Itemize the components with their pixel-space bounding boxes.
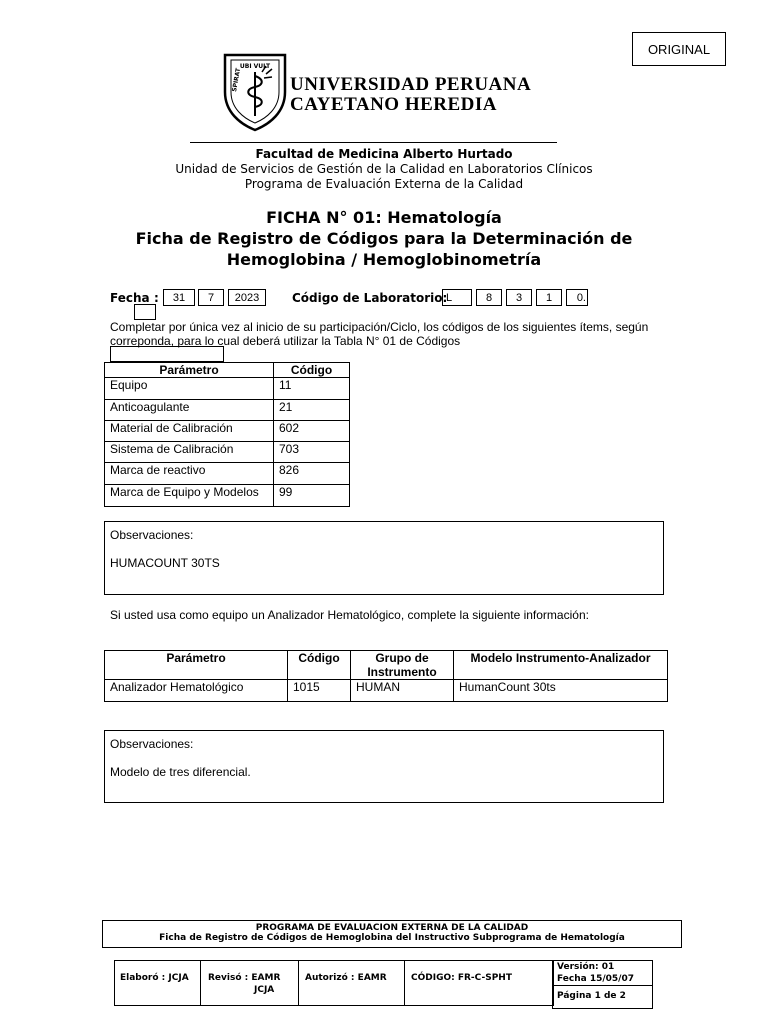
lab-code-cell[interactable]: L <box>442 289 472 306</box>
table-cell: Marca de reactivo <box>105 463 274 485</box>
divider <box>298 960 299 1006</box>
table-header: Código <box>288 651 351 680</box>
program-name: Programa de Evaluación Externa de la Calidad <box>244 177 524 191</box>
table-cell[interactable]: HumanCount 30ts <box>454 680 668 702</box>
codes-table <box>104 362 350 507</box>
divider <box>404 960 405 1006</box>
footer-codigo: CÓDIGO: FR-C-SPHT <box>411 973 512 983</box>
table-header: Grupo de Instrumento <box>351 651 454 680</box>
footer-signatures-box <box>114 960 554 1006</box>
table-row <box>105 421 350 442</box>
table-row <box>105 400 350 421</box>
observations-label: Observaciones: <box>110 737 194 751</box>
footer-fecha: Fecha 15/05/07 <box>557 974 634 984</box>
university-shield-logo <box>222 52 288 132</box>
table-cell: Material de Calibración <box>105 421 274 442</box>
unit-name: Unidad de Servicios de Gestión de la Calidad en Laboratorios Clínicos <box>175 162 593 176</box>
observations-text: Modelo de tres diferencial. <box>110 765 251 779</box>
divider <box>200 960 201 1006</box>
form-subtitle-line2: Hemoglobina / Hemoglobinometría <box>226 250 542 269</box>
table-cell: Anticoagulante <box>105 400 274 421</box>
lab-code-cell[interactable]: 1 <box>536 289 562 306</box>
table-cell: Analizador Hematológico <box>105 680 288 702</box>
footer-program: PROGRAMA DE EVALUACION EXTERNA DE LA CALIDAD <box>255 923 529 933</box>
table-cell[interactable]: 826 <box>274 463 350 485</box>
table-cell[interactable]: 99 <box>274 485 350 507</box>
table-cell[interactable]: 602 <box>274 421 350 442</box>
table-row <box>105 442 350 463</box>
table-row <box>105 463 350 485</box>
divider <box>552 985 653 986</box>
table-cell[interactable]: HUMAN <box>351 680 454 702</box>
form-title: FICHA N° 01: Hematología <box>266 208 502 227</box>
analyzer-table <box>104 650 668 702</box>
table-cell: Sistema de Calibración <box>105 442 274 463</box>
footer-reviso: Revisó : EAMR <box>208 973 281 983</box>
observations-text: HUMACOUNT 30TS <box>110 556 220 570</box>
table-header: Parámetro <box>105 651 288 680</box>
analyzer-prompt: Si usted usa como equipo un Analizador Hematológico, complete la siguiente información: <box>110 608 589 622</box>
fecha-colon: : <box>154 291 159 305</box>
original-badge: ORIGINAL <box>632 32 726 66</box>
lab-code-label: Código de Laboratorio: <box>292 291 448 305</box>
observations-box[interactable] <box>104 730 664 803</box>
footer-version: Versión: 01 <box>557 962 615 972</box>
fecha-label: Fecha <box>110 291 150 305</box>
footer-autorizo: Autorizó : EAMR <box>305 973 387 983</box>
table-cell[interactable]: 11 <box>274 378 350 400</box>
footer-pagina: Página 1 de 2 <box>557 991 626 1001</box>
observations-box[interactable] <box>104 521 664 595</box>
fecha-year-field[interactable]: 2023 <box>228 289 266 306</box>
table-cell[interactable]: 21 <box>274 400 350 421</box>
table-row <box>105 378 350 400</box>
table-row <box>105 485 350 507</box>
svg-text:SPIRAT: SPIRAT <box>231 67 243 93</box>
table-cell: Marca de Equipo y Modelos <box>105 485 274 507</box>
footer-program-box <box>102 920 682 948</box>
instructions-text: Completar por única vez al inicio de su participación/Ciclo, los códigos de los siguientes ítems, según correponda, para lo cual deberá utilizar la Tabla N° 01 de Códigos <box>110 320 649 348</box>
footer-reviso-2: JCJA <box>254 985 275 995</box>
table-cell: Equipo <box>105 378 274 400</box>
table-header: Parámetro <box>105 363 274 378</box>
lab-code-cell[interactable]: 3 <box>506 289 532 306</box>
university-name-line2: CAYETANO HEREDIA <box>290 94 498 115</box>
table-cell[interactable]: 703 <box>274 442 350 463</box>
table-row <box>105 680 668 702</box>
footer-elaboro: Elaboró : JCJA <box>120 973 189 983</box>
fecha-month-field[interactable]: 7 <box>198 289 224 306</box>
empty-field[interactable] <box>110 346 224 362</box>
university-name-line1: UNIVERSIDAD PERUANA <box>290 74 532 95</box>
table-header: Modelo Instrumento-Analizador <box>454 651 668 680</box>
table-header: Código <box>274 363 350 378</box>
lab-code-cell[interactable]: 8 <box>476 289 502 306</box>
table-cell[interactable]: 1015 <box>288 680 351 702</box>
form-subtitle-line1: Ficha de Registro de Códigos para la Determinación de <box>135 229 633 248</box>
footer-subtitle: Ficha de Registro de Códigos de Hemoglobina del Instructivo Subprograma de Hematología <box>159 933 625 943</box>
fecha-day-field[interactable]: 31 <box>163 289 195 306</box>
lab-code-cell[interactable]: 0. <box>566 289 588 306</box>
observations-label: Observaciones: <box>110 528 194 542</box>
svg-text:UBI VULT: UBI VULT <box>239 63 271 70</box>
faculty-name: Facultad de Medicina Alberto Hurtado <box>255 147 513 161</box>
header-divider <box>190 142 557 143</box>
empty-field[interactable] <box>134 304 156 320</box>
